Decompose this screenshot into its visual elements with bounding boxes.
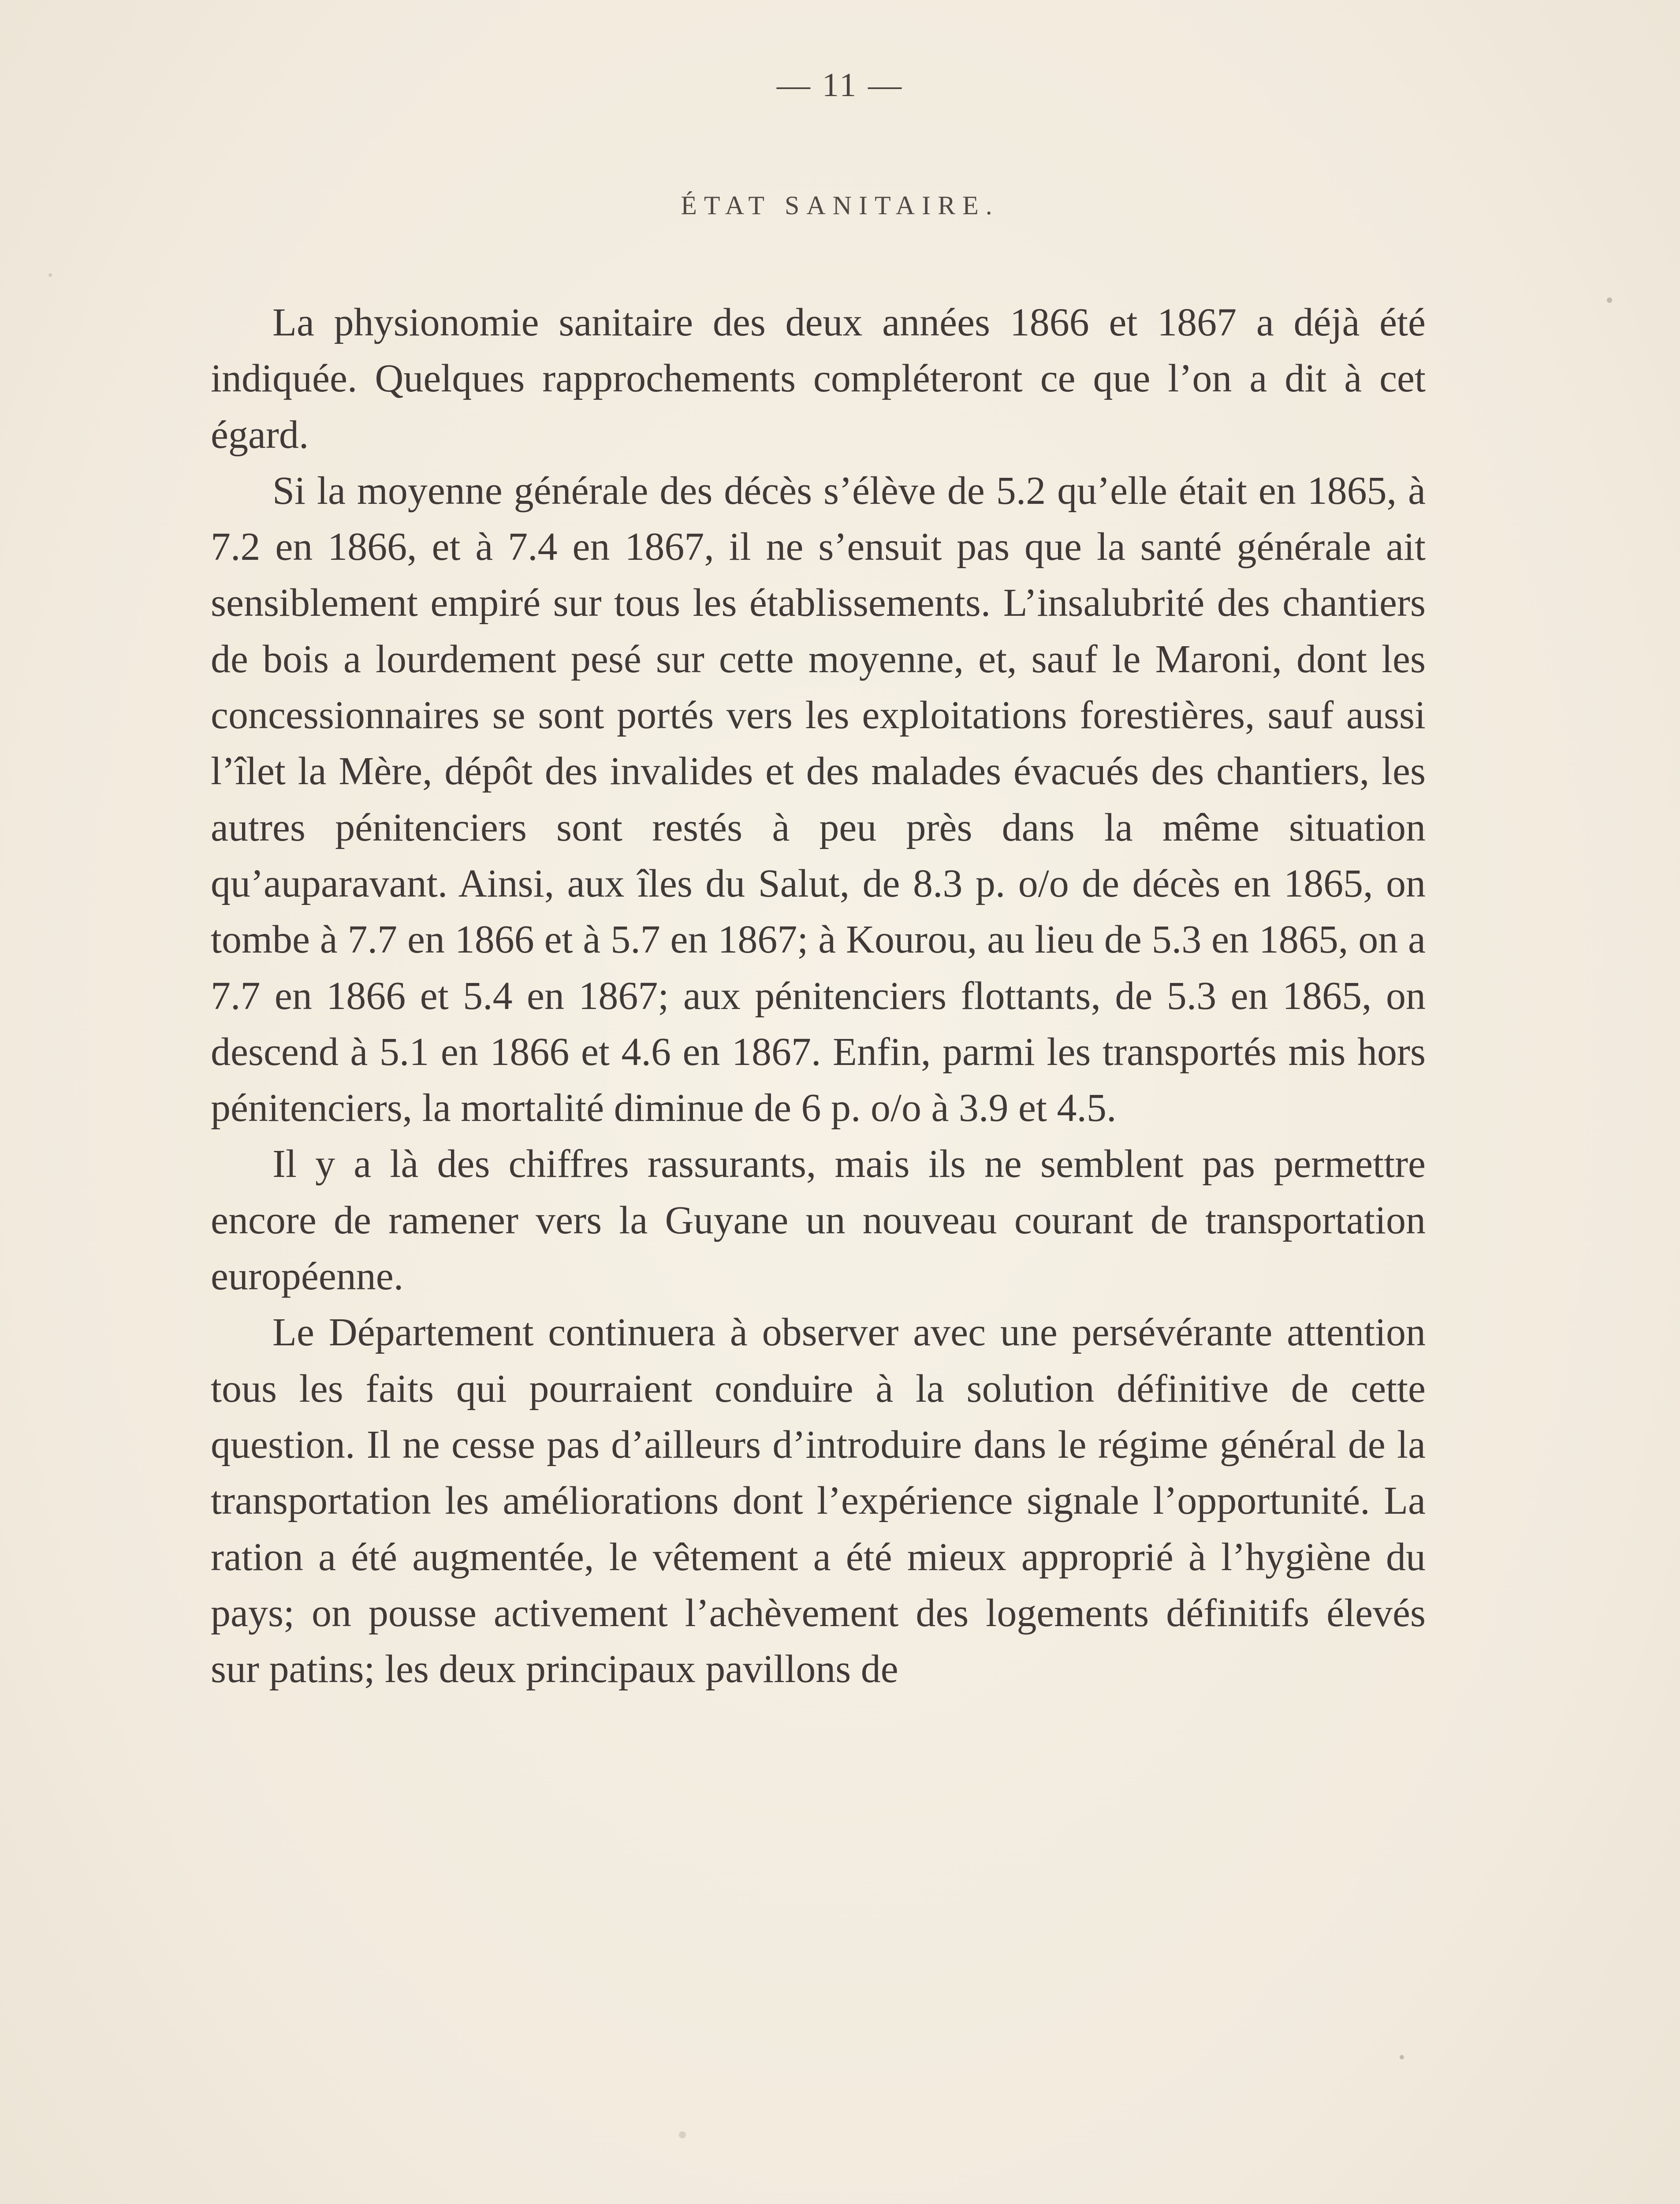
paper-speck [1400, 2055, 1404, 2059]
paper-speck [1607, 298, 1612, 303]
page-number: — 11 — [776, 67, 904, 104]
section-heading: ÉTAT SANITAIRE. [681, 191, 999, 220]
paragraph-3: Il y a là des chiffres rassurants, mais ils ne semblent pas permettre encore de ramener vers la Guyane un nouveau courant de transportation européenne. [211, 1142, 1426, 1299]
paper-speck [679, 2131, 686, 2138]
body-text [211, 294, 1426, 1697]
paragraph-4: Le Département continuera à observer avec une persévérante attention tous les faits qui pourraient conduire à la solution définitive de cette question. Il ne cesse pas d’ailleurs d’introduire dans le régime général de la transportation les améliorations dont l’expérience signale l’opportunité. La ration a été augmentée, le vêtement a été mieux approprié à l’hygiène du pays; on pousse activement l’achèvement des logements définitifs élevés sur patins; les deux principaux pavillons de [211, 1310, 1426, 1691]
paragraph-2: Si la moyenne générale des décès s’élève de 5.2 qu’elle était en 1865, à 7.2 en 1866, et à 7.4 en 1867, il ne s’ensuit pas que la santé générale ait sensiblement empiré sur tous les établissements. L’insalubrité des chantiers de bois a lourdement pesé sur cette moyenne, et, sauf le Maroni, dont les concessionnaires se sont portés vers les exploitations forestières, sauf aussi l’îlet la Mère, dépôt des invalides et des malades évacués des chantiers, les autres pénitenciers sont restés à peu près dans la même situation qu’auparavant. Ainsi, aux îles du Salut, de 8.3 p. o/o de décès en 1865, on tombe à 7.7 en 1866 et à 5.7 en 1867; à Kourou, au lieu de 5.3 en 1865, on a 7.7 en 1866 et 5.4 en 1867; aux pénitenciers flottants, de 5.3 en 1865, on descend à 5.1 en 1866 et 4.6 en 1867. Enfin, parmi les transportés mis hors pénitenciers, la mortalité diminue de 6 p. o/o à 3.9 et 4.5. [211, 469, 1426, 1130]
paragraph-1: La physionomie sanitaire des deux années 1866 et 1867 a déjà été indiquée. Quelques rapprochements compléteront ce que l’on a dit à cet égard. [211, 301, 1426, 457]
paper-speck [48, 273, 52, 277]
